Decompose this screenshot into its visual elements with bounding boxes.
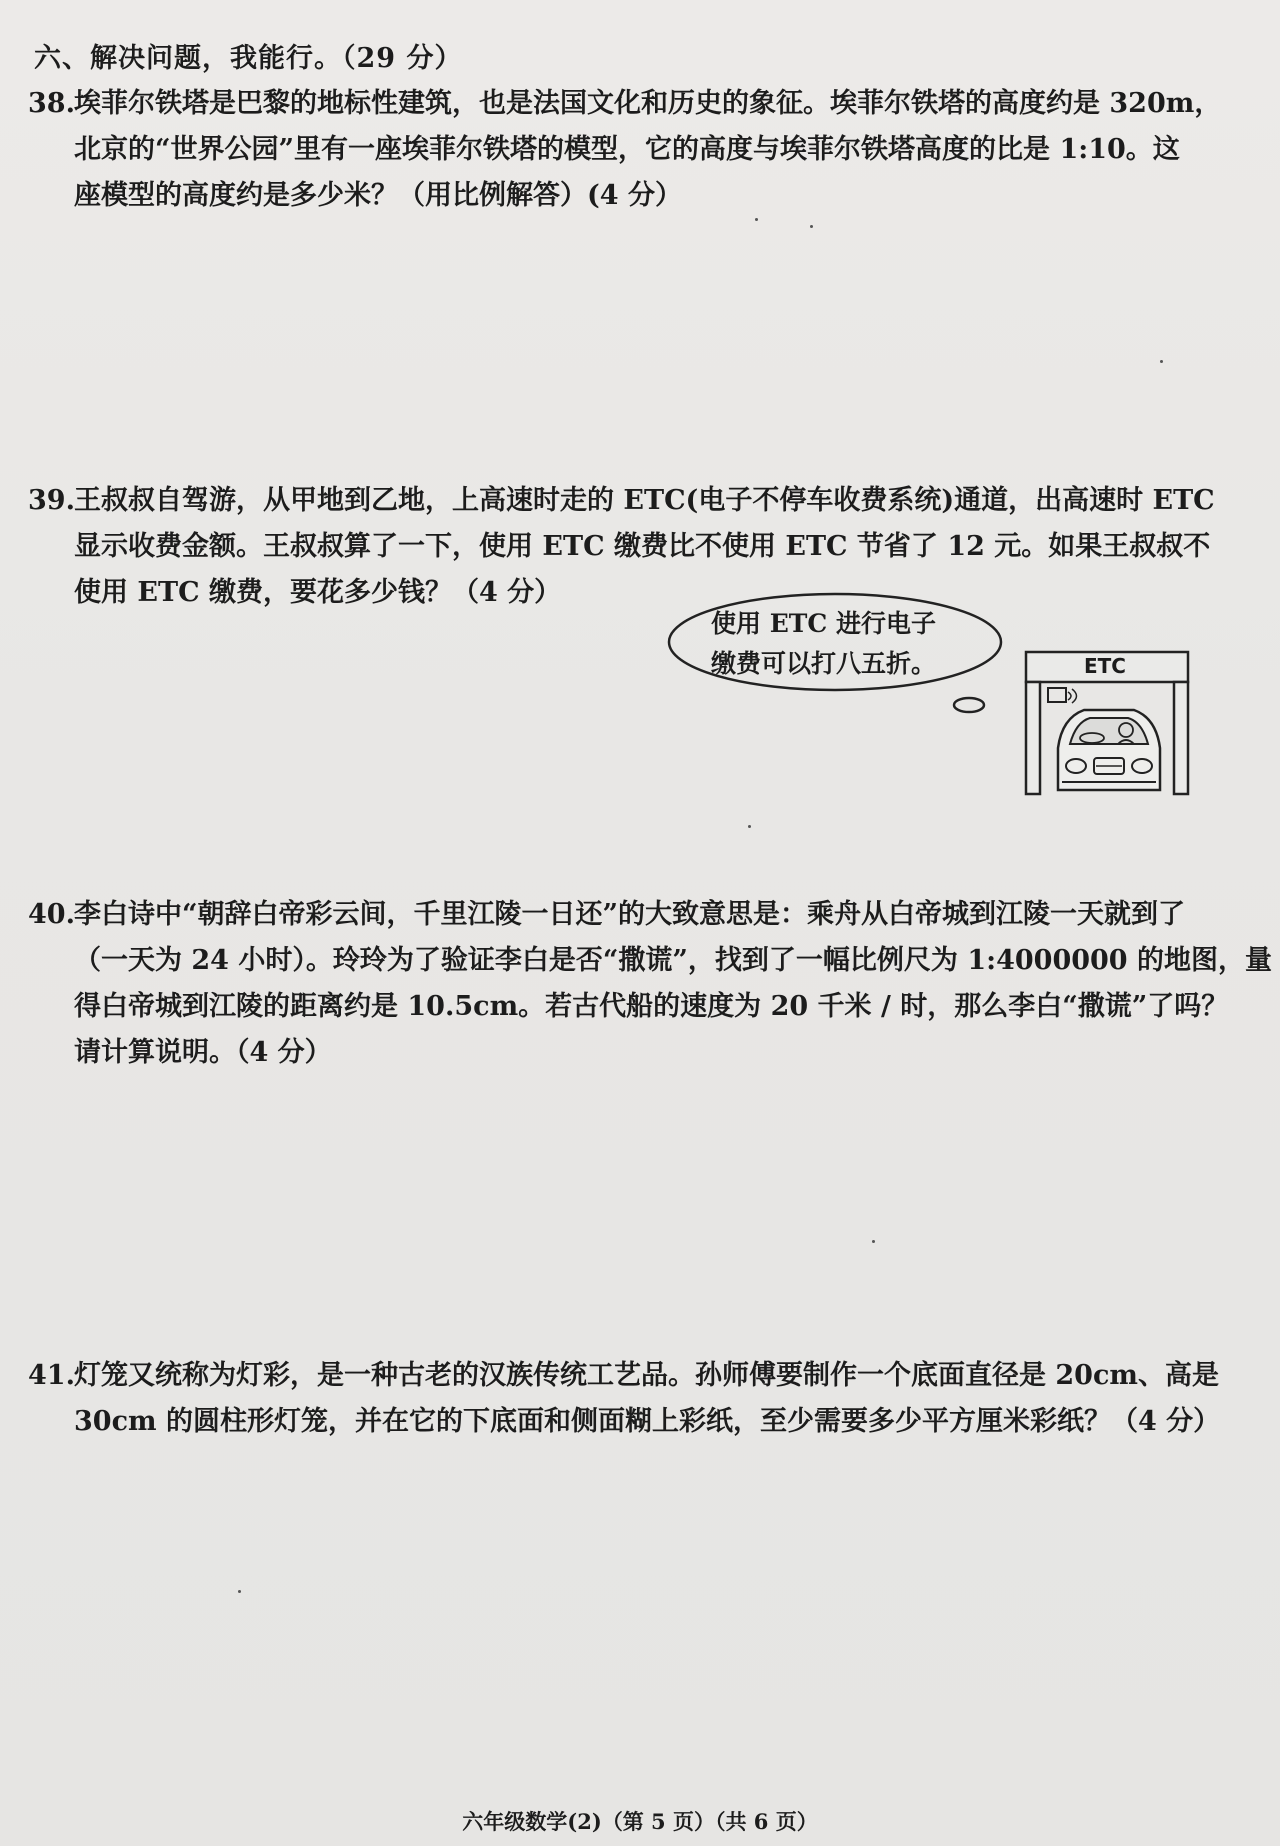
section-title: 六、解决问题，我能行。（29 分） <box>34 43 463 74</box>
question-39 <box>28 478 1253 616</box>
etc-gate-label: ETC <box>1084 654 1126 678</box>
scan-speck <box>872 1240 875 1243</box>
question-number: 38. <box>28 88 75 119</box>
question-line: 座模型的高度约是多少米？（用比例解答）(4 分） <box>74 180 682 211</box>
question-number: 40. <box>28 899 75 930</box>
scan-speck <box>238 1590 241 1593</box>
question-line: 39.王叔叔自驾游，从甲地到乙地，上高速时走的 ETC(电子不停车收费系统)通道，出高速时 ETC <box>28 478 1253 524</box>
speech-bubble <box>665 590 1003 700</box>
page-footer: 六年级数学(2)（第 5 页）（共 6 页） <box>462 1809 818 1834</box>
question-line: 显示收费金额。王叔叔算了一下，使用 ETC 缴费比不使用 ETC 节省了 12 元。如果王叔叔不 <box>74 531 1211 562</box>
etc-gate-illustration <box>1022 648 1192 798</box>
scan-speck <box>748 825 751 828</box>
question-line: 30cm 的圆柱形灯笼，并在它的下底面和侧面糊上彩纸，至少需要多少平方厘米彩纸？（4 分） <box>74 1406 1221 1437</box>
scan-speck <box>1160 360 1163 363</box>
question-41 <box>28 1353 1253 1445</box>
question-line: 38.埃菲尔铁塔是巴黎的地标性建筑，也是法国文化和历史的象征。埃菲尔铁塔的高度约是 320m， <box>28 81 1253 127</box>
question-line: 使用 ETC 缴费，要花多少钱？（4 分） <box>74 577 562 608</box>
question-line: 请计算说明。（4 分） <box>74 1037 332 1068</box>
speech-bubble-text: 使用 ETC 进行电子 缴费可以打八五折。 <box>711 609 937 678</box>
scan-speck <box>810 225 813 228</box>
question-number: 41. <box>28 1360 75 1391</box>
question-line: 40.李白诗中“朝辞白帝彩云间，千里江陵一日还”的大致意思是：乘舟从白帝城到江陵一天就到了 <box>28 892 1253 938</box>
question-40 <box>28 892 1272 1076</box>
question-line: 得白帝城到江陵的距离约是 10.5cm。若古代船的速度为 20 千米 / 时，那么李白“撒谎”了吗？ <box>74 991 1229 1022</box>
question-number: 39. <box>28 485 75 516</box>
question-38 <box>28 81 1253 219</box>
question-line: （一天为 24 小时）。玲玲为了验证李白是否“撒谎”，找到了一幅比例尺为 1:4000000 的地图，量 <box>74 945 1272 976</box>
question-line: 41.灯笼又统称为灯彩，是一种古老的汉族传统工艺品。孙师傅要制作一个底面直径是 20cm、高是 <box>28 1353 1253 1399</box>
question-line: 北京的“世界公园”里有一座埃菲尔铁塔的模型，它的高度与埃菲尔铁塔高度的比是 1:10。这 <box>74 134 1180 165</box>
scan-speck <box>755 218 758 221</box>
